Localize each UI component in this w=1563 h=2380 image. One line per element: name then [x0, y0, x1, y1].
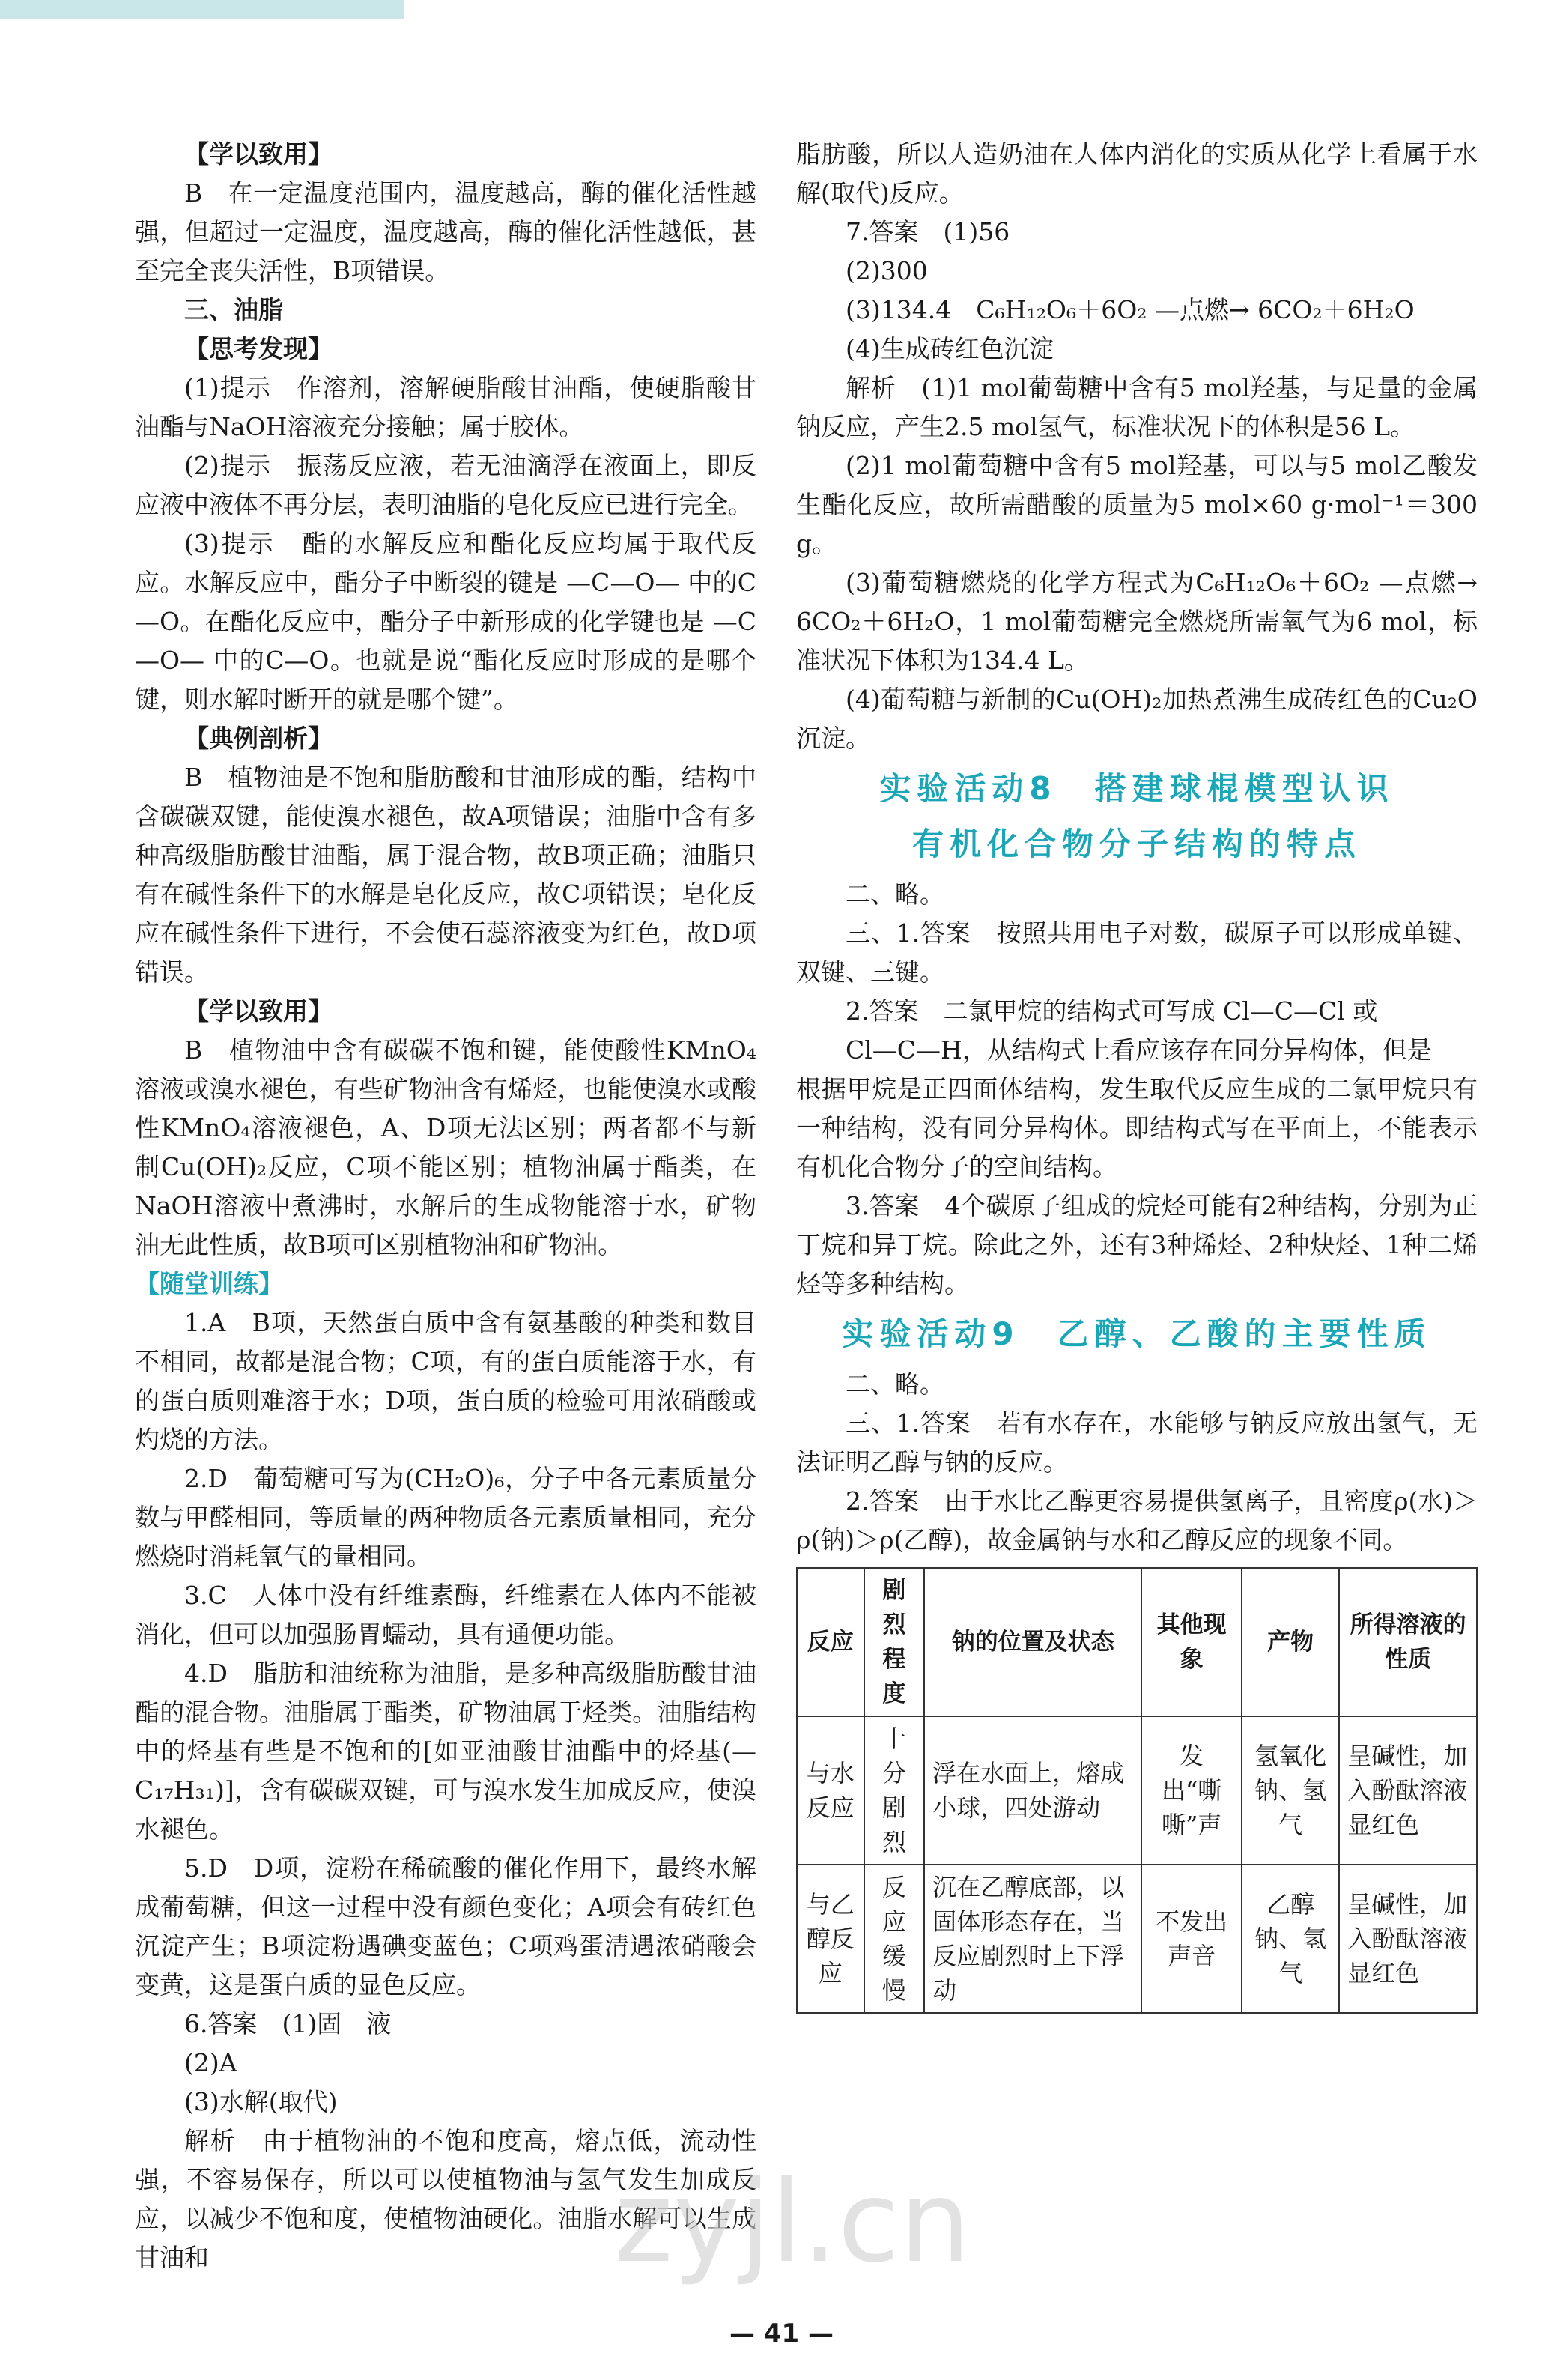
- paragraph: B 植物油是不饱和脂肪酸和甘油形成的酯，结构中含碳碳双键，能使溴水褪色，故A项错误；油脂中含有多种高级脂肪酸甘油酯，属于混合物，故B项正确；油脂只有在碱性条件下的水解是皂化反应，故C项错误；皂化反应在碱性条件下进行，不会使石蕊溶液变为红色，故D项错误。: [135, 763, 756, 987]
- paragraph: 二、略。: [846, 879, 944, 909]
- table-row: [797, 1716, 1477, 1865]
- table-header-cell: 反应: [797, 1568, 864, 1716]
- table-cell: 呈碱性，加入酚酞溶液显红色: [1339, 1865, 1477, 2013]
- paragraph: 三、1.答案 若有水存在，水能够与钠反应放出氢气，无法证明乙醇与钠的反应。: [796, 1408, 1478, 1477]
- table-cell: 沉在乙醇底部，以固体形态存在，当反应剧烈时上下浮动: [924, 1865, 1141, 2013]
- paragraph: 二、略。: [846, 1369, 944, 1399]
- paragraph: B 在一定温度范围内，温度越高，酶的催化活性越强，但超过一定温度，温度越高，酶的催化活性越低，甚至完全丧失活性，B项错误。: [135, 178, 756, 285]
- activity-heading: 实验活动9 乙醇、乙酸的主要性质: [842, 1315, 1432, 1352]
- paragraph: 2.答案 由于水比乙醇更容易提供氢离子，且密度ρ(水)＞ρ(钠)＞ρ(乙醇)，故金属钠与水和乙醇反应的现象不同。: [796, 1486, 1478, 1554]
- table-cell: 反应缓慢: [864, 1865, 925, 2013]
- paragraph: 解析 (1)1 mol葡萄糖中含有5 mol羟基，与足量的金属钠反应，产生2.5 mol氢气，标准状况下的体积是56 L。: [796, 373, 1478, 441]
- paragraph: B 植物油中含有碳碳不饱和键，能使酸性KMnO₄溶液或溴水褪色，有些矿物油含有烯烃，也能使溴水或酸性KMnO₄溶液褪色，A、D项无法区别；两者都不与新制Cu(OH)₂反应，C项不能区别；植物油属于酯类，在NaOH溶液中煮沸时，水解后的生成物能溶于水，矿物油无此性质，故B项可区别植物油和矿物油。: [135, 1035, 756, 1259]
- table-cell: 与乙醇反应: [797, 1865, 864, 2013]
- table-cell: 呈碱性，加入酚酞溶液显红色: [1339, 1716, 1477, 1865]
- paragraph: 6.答案 (1)固 液: [184, 2009, 392, 2038]
- paragraph: (4)生成砖红色沉淀: [846, 334, 1054, 363]
- paragraph: (4)葡萄糖与新制的Cu(OH)₂加热煮沸生成砖红色的Cu₂O沉淀。: [796, 685, 1478, 753]
- table-header-cell: 产物: [1242, 1568, 1339, 1716]
- paragraph: (1)提示 作溶剂，溶解硬脂酸甘油酯，使硬脂酸甘油酯与NaOH溶液充分接触；属于胶体。: [135, 373, 756, 441]
- paragraph: 解析 由于植物油的不饱和度高，熔点低，流动性强，不容易保存，所以可以使植物油与氢气发生加成反应，以减少不饱和度，使植物油硬化。油脂水解可以生成甘油和: [135, 2126, 756, 2272]
- table-row: [797, 1865, 1477, 2013]
- paragraph: (3)水解(取代): [184, 2087, 338, 2116]
- reaction-table: [796, 1567, 1478, 2014]
- section-heading: 【思考发现】: [184, 334, 333, 363]
- table-header-row: [797, 1568, 1477, 1716]
- table-cell: 浮在水面上，熔成小球，四处游动: [924, 1716, 1141, 1865]
- paragraph: (2)1 mol葡萄糖中含有5 mol羟基，可以与5 mol乙酸发生酯化反应，故所需醋酸的质量为5 mol×60 g·mol⁻¹＝300 g。: [796, 451, 1478, 558]
- paragraph: 2.答案 二氯甲烷的结构式可写成 Cl—C—Cl 或: [846, 996, 1378, 1026]
- activity-heading: 有机化合物分子结构的特点: [911, 826, 1362, 862]
- paragraph: (2)A: [184, 2048, 237, 2077]
- paragraph: 4.D 脂肪和油统称为油脂，是多种高级脂肪酸甘油酯的混合物。油脂属于酯类，矿物油属于烃类。油脂结构中的烃基有些是不饱和的[如亚油酸甘油酯中的烃基(—C₁₇H₃₁)]，含有碳碳双键，可与溴水发生加成反应，使溴水褪色。: [135, 1659, 756, 1844]
- table-header-cell: 其他现象: [1141, 1568, 1242, 1716]
- paragraph: (3)提示 酯的水解反应和酯化反应均属于取代反应。水解反应中，酯分子中断裂的键是 —C—O— 中的C—O。在酯化反应中，酯分子中新形成的化学键也是 —C—O— 中的C—O。也就是说“酯化反应时形成的是哪个键，则水解时断开的就是哪个键”。: [135, 529, 756, 714]
- paragraph: 3.C 人体中没有纤维素酶，纤维素在人体内不能被消化，但可以加强肠胃蠕动，具有通便功能。: [135, 1581, 756, 1649]
- table-body: [797, 1716, 1477, 2013]
- right-column-text: [796, 135, 1478, 1560]
- table-header-cell: 所得溶液的性质: [1339, 1568, 1477, 1716]
- paragraph: (2)提示 振荡反应液，若无油滴浮在液面上，即反应液中液体不再分层，表明油脂的皂化反应已进行完全。: [135, 451, 756, 519]
- paragraph: (3)134.4 C₆H₁₂O₆＋6O₂ —点燃→ 6CO₂＋6H₂O: [846, 295, 1415, 324]
- paragraph: 1.A B项，天然蛋白质中含有氨基酸的种类和数目不相同，故都是混合物；C项，有的蛋白质能溶于水，有的蛋白质则难溶于水；D项，蛋白质的检验可用浓硝酸或灼烧的方法。: [135, 1308, 756, 1454]
- section-heading: 三、油脂: [184, 295, 283, 324]
- paragraph: 三、1.答案 按照共用电子对数，碳原子可以形成单键、双键、三键。: [796, 918, 1478, 987]
- table-cell: 乙醇钠、氢气: [1242, 1865, 1339, 2013]
- paragraph: 根据甲烷是正四面体结构，发生取代反应生成的二氯甲烷只有一种结构，没有同分异构体。即结构式写在平面上，不能表示有机化合物分子的空间结构。: [796, 1074, 1478, 1181]
- table-cell: 不发出声音: [1141, 1865, 1242, 2013]
- right-column: [796, 135, 1478, 2014]
- left-column: [135, 135, 756, 2277]
- section-heading: 【典例剖析】: [184, 724, 333, 753]
- paragraph: 7.答案 (1)56: [846, 217, 1010, 246]
- section-title: 【随堂训练】: [135, 1269, 283, 1298]
- paragraph: 3.答案 4个碳原子组成的烷烃可能有2种结构，分别为正丁烷和异丁烷。除此之外，还有3种烯烃、2种炔烃、1种二烯烃等多种结构。: [796, 1191, 1478, 1298]
- paragraph: (2)300: [846, 256, 928, 285]
- top-color-bar: [0, 0, 404, 19]
- table-header-cell: 钠的位置及状态: [924, 1568, 1141, 1716]
- table-header-cell: 剧烈程度: [864, 1568, 925, 1716]
- paragraph: (3)葡萄糖燃烧的化学方程式为C₆H₁₂O₆＋6O₂ —点燃→ 6CO₂＋6H₂O，1 mol葡萄糖完全燃烧所需氧气为6 mol，标准状况下体积为134.4 L。: [796, 568, 1478, 675]
- activity-heading: 实验活动8 搭建球棍模型认识: [879, 770, 1394, 807]
- section-heading: 【学以致用】: [184, 139, 333, 169]
- table-cell: 氢氧化钠、氢气: [1242, 1716, 1339, 1865]
- paragraph: Cl—C—H，从结构式上看应该存在同分异构体，但是: [846, 1035, 1432, 1065]
- table-cell: 发出“嘶嘶”声: [1141, 1716, 1242, 1865]
- paragraph: 2.D 葡萄糖可写为(CH₂O)₆，分子中各元素质量分数与甲醛相同，等质量的两种物质各元素质量相同，充分燃烧时消耗氧气的量相同。: [135, 1464, 756, 1571]
- watermark: zyjl.cn: [614, 2158, 971, 2288]
- table-cell: 十分剧烈: [864, 1716, 925, 1865]
- paragraph: 5.D D项，淀粉在稀硫酸的催化作用下，最终水解成葡萄糖，但这一过程中没有颜色变化；A项会有砖红色沉淀产生；B项淀粉遇碘变蓝色；C项鸡蛋清遇浓硝酸会变黄，这是蛋白质的显色反应。: [135, 1853, 756, 1999]
- page-number: — 41 —: [729, 2319, 834, 2349]
- section-heading: 【学以致用】: [184, 996, 333, 1026]
- paragraph: 脂肪酸，所以人造奶油在人体内消化的实质从化学上看属于水解(取代)反应。: [796, 139, 1478, 208]
- table-cell: 与水反应: [797, 1716, 864, 1865]
